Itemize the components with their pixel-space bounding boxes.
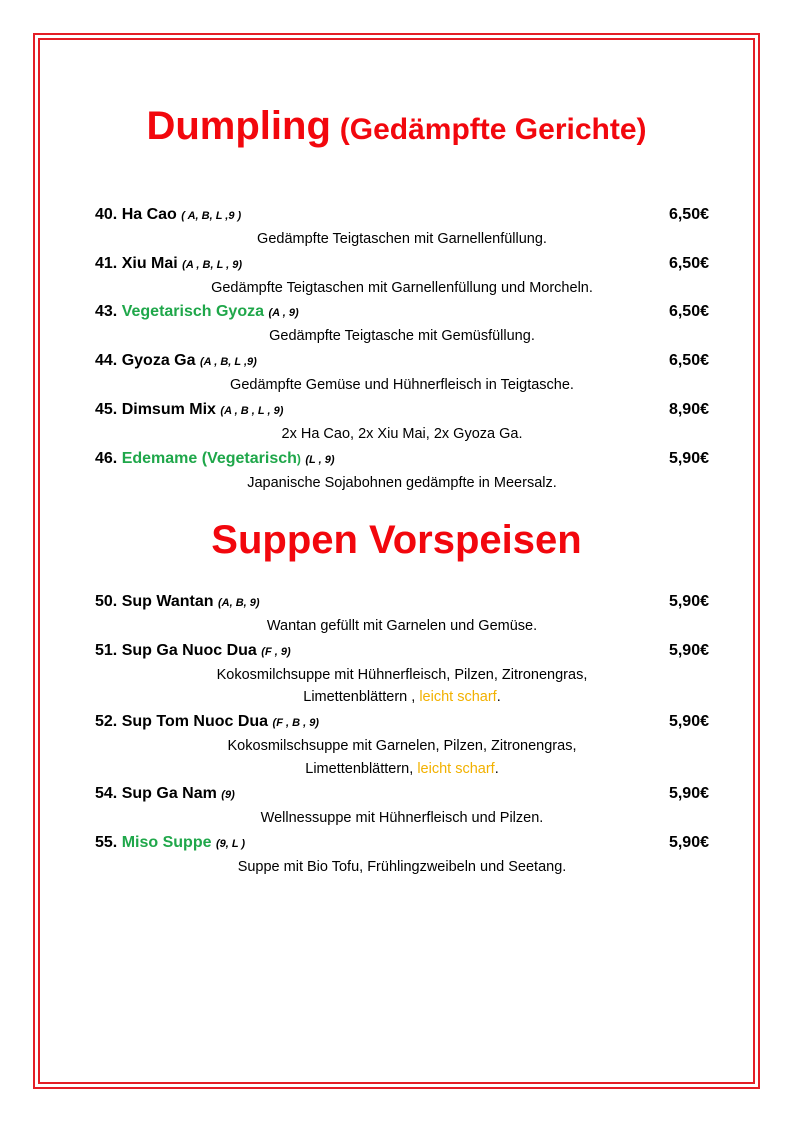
allergen-codes: (9)	[221, 789, 235, 801]
menu-item-44: 44. Gyoza Ga (A , B, L ,9) 6,50€	[95, 352, 709, 369]
item-description: 2x Ha Cao, 2x Xiu Mai, 2x Gyoza Ga.	[281, 426, 523, 442]
section-title-dumpling: Dumpling (Gedämpfte Gerichte)	[146, 104, 647, 148]
allergen-codes: ( A, B, L ,9 )	[181, 210, 242, 222]
item-description: Gedämpfte Gemüse und Hühnerfleisch in Teigtasche.	[230, 377, 574, 393]
menu-item-46: 46. Edemame (Vegetarisch) (L , 9) 5,90€	[95, 450, 709, 467]
allergen-codes: (F , B , 9)	[272, 717, 319, 729]
item-description: Japanische Sojabohnen gedämpfte in Meersalz.	[247, 475, 557, 491]
spicy-label: leicht scharf	[419, 689, 497, 705]
item-price: 5,90€	[668, 593, 709, 610]
allergen-codes: (A , B, L ,9)	[199, 356, 257, 368]
item-price: 6,50€	[668, 206, 709, 223]
item-price: 5,90€	[668, 450, 709, 467]
allergen-codes: (A , B , L , 9)	[220, 405, 284, 417]
item-name: Miso Suppe	[121, 834, 212, 851]
item-name: Sup Wantan	[121, 593, 214, 610]
item-price: 5,90€	[668, 785, 709, 802]
item-description: Wellnessuppe mit Hühnerfleisch und Pilzen.	[260, 810, 544, 826]
item-price: 5,90€	[668, 834, 709, 851]
item-name: Sup Ga Nuoc Dua	[121, 642, 257, 659]
item-price: 6,50€	[668, 352, 709, 369]
section-title-suppen: Suppen Vorspeisen	[211, 518, 582, 562]
allergen-codes: (A , B, L , 9)	[182, 259, 243, 271]
menu-item-45: 45. Dimsum Mix (A , B , L , 9) 8,90€	[95, 401, 709, 418]
item-description: Wantan gefüllt mit Garnelen und Gemüse.	[266, 618, 538, 634]
item-name: Xiu Mai	[121, 255, 178, 272]
menu-item-55: 55. Miso Suppe (9, L ) 5,90€	[95, 834, 709, 851]
menu-item-43: 43. Vegetarisch Gyoza (A , 9) 6,50€	[95, 303, 709, 320]
menu-item-50: 50. Sup Wantan (A, B, 9) 5,90€	[95, 593, 709, 610]
spicy-label: leicht scharf	[417, 761, 495, 777]
item-name: Sup Tom Nuoc Dua	[121, 713, 269, 730]
allergen-codes: (A , 9)	[268, 307, 299, 319]
allergen-codes: (L , 9)	[305, 454, 335, 466]
item-name: Ha Cao	[121, 206, 177, 223]
item-price: 5,90€	[668, 713, 709, 730]
menu-item-51: 51. Sup Ga Nuoc Dua (F , 9) 5,90€	[95, 642, 709, 659]
item-name: Sup Ga Nam	[121, 785, 217, 802]
menu-item-41: 41. Xiu Mai (A , B, L , 9) 6,50€	[95, 255, 709, 272]
item-name: Gyoza Ga	[121, 352, 196, 369]
menu-item-40: 40. Ha Cao ( A, B, L ,9 ) 6,50€	[95, 206, 709, 223]
item-description-line2: Limettenblättern, leicht scharf.	[305, 761, 499, 777]
item-description: Gedämpfte Teigtaschen mit Garnellenfüllung und Morcheln.	[211, 280, 593, 296]
item-description: Gedämpfte Teigtaschen mit Garnellenfüllung.	[257, 231, 547, 247]
allergen-codes: (A, B, 9)	[218, 597, 260, 609]
item-name: Edemame (Vegetarisch	[121, 450, 297, 467]
item-price: 6,50€	[668, 255, 709, 272]
item-description: Gedämpfte Teigtasche mit Gemüsfüllung.	[269, 328, 535, 344]
menu-item-52: 52. Sup Tom Nuoc Dua (F , B , 9) 5,90€	[95, 713, 709, 730]
allergen-codes: (9, L )	[215, 838, 246, 850]
item-price: 8,90€	[668, 401, 709, 418]
allergen-codes: (F , 9)	[261, 646, 291, 658]
item-description: Kokosmilchsuppe mit Hühnerfleisch, Pilzen, Zitronengras,	[216, 667, 588, 683]
item-name: Vegetarisch Gyoza	[121, 303, 264, 320]
item-price: 6,50€	[668, 303, 709, 320]
item-description: Kokosmilschsuppe mit Garnelen, Pilzen, Zitronengras,	[227, 738, 577, 754]
menu-item-54: 54. Sup Ga Nam (9) 5,90€	[95, 785, 709, 802]
item-name: Dimsum Mix	[121, 401, 216, 418]
item-description: Suppe mit Bio Tofu, Frühlingzweibeln und Seetang.	[237, 859, 567, 875]
item-description-line2: Limettenblättern , leicht scharf.	[303, 689, 501, 705]
item-price: 5,90€	[668, 642, 709, 659]
